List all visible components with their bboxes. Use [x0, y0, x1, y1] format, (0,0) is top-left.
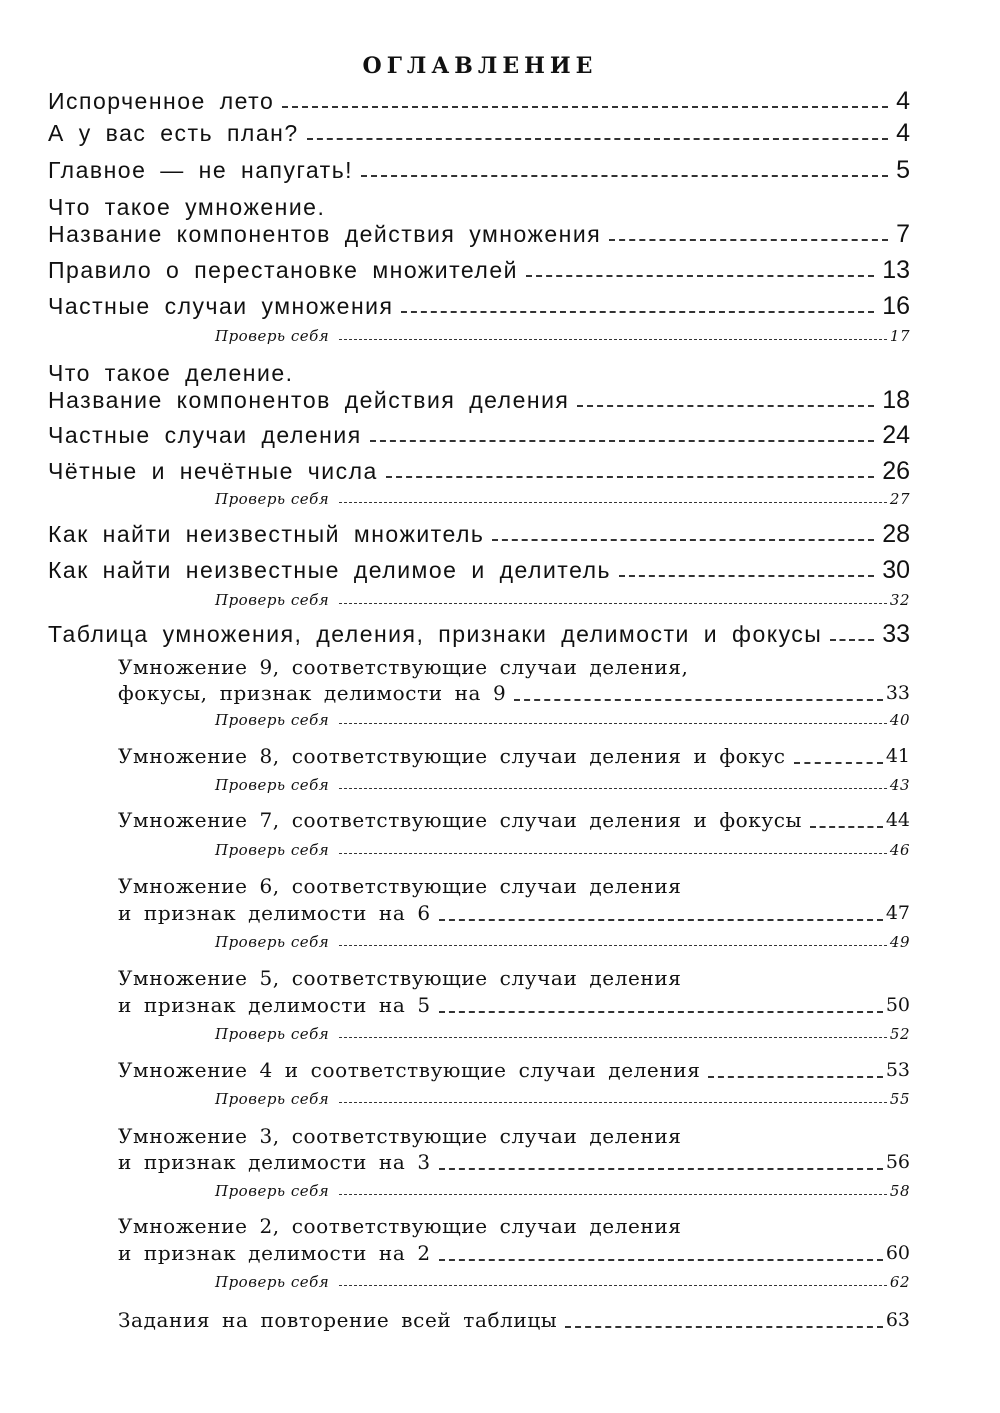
dot-leader	[565, 1326, 882, 1328]
page-number: 28	[882, 520, 910, 548]
dot-leader	[577, 405, 874, 407]
page-number: 46	[889, 841, 910, 859]
dot-leader	[339, 1194, 887, 1195]
dot-leader	[794, 762, 883, 764]
dot-leader	[439, 1011, 883, 1013]
page-number: 60	[885, 1242, 910, 1264]
entry-title: Проверь себя	[215, 1090, 330, 1108]
check-yourself-entry[interactable]	[215, 1089, 910, 1109]
toc-entry[interactable]	[118, 989, 910, 1021]
toc-entry[interactable]	[48, 254, 910, 286]
entry-title: Проверь себя	[215, 1273, 330, 1291]
entry-title: Название компонентов действия деления	[48, 387, 570, 413]
page-number: 41	[885, 745, 910, 767]
page-number: 27	[889, 490, 910, 508]
entry-title: фокусы, признак делимости на 9	[118, 681, 507, 705]
entry-title: Как найти неизвестный множитель	[48, 521, 485, 547]
entry-title: Частные случаи умножения	[48, 293, 394, 319]
toc-entry-first-line: Умножение 3, соответствующие случаи деления	[118, 1124, 682, 1148]
dot-leader	[401, 311, 874, 313]
dot-leader	[339, 502, 887, 503]
page-number: 18	[882, 386, 910, 414]
page-number: 4	[896, 87, 910, 115]
page-number: 50	[885, 994, 910, 1016]
toc-entry[interactable]	[48, 554, 910, 586]
dot-leader	[386, 476, 874, 478]
check-yourself-entry[interactable]	[215, 326, 910, 346]
dot-leader	[307, 138, 888, 140]
toc-entry[interactable]	[118, 1304, 910, 1336]
check-yourself-entry[interactable]	[215, 1024, 910, 1044]
dot-leader	[514, 699, 882, 701]
page-number: 17	[889, 327, 910, 345]
toc-entry-first-line: Умножение 9, соответствующие случаи деления,	[118, 655, 689, 679]
toc-entry[interactable]	[48, 85, 910, 117]
entry-title: Умножение 7, соответствующие случаи деления и фокусы	[118, 808, 803, 832]
page-number: 40	[889, 711, 910, 729]
page-number: 16	[882, 292, 910, 320]
toc-entry[interactable]	[48, 154, 910, 186]
entry-title: и признак делимости на 2	[118, 1241, 431, 1265]
entry-title: Название компонентов действия умножения	[48, 221, 602, 247]
dot-leader	[830, 639, 874, 641]
page-title: ОГЛАВЛЕНИЕ	[362, 53, 598, 79]
dot-leader	[439, 1168, 883, 1170]
dot-leader	[439, 919, 883, 921]
dot-leader	[361, 175, 888, 177]
entry-title: Задания на повторение всей таблицы	[118, 1308, 558, 1332]
entry-title: А у вас есть план?	[48, 120, 299, 146]
page-number: 33	[885, 682, 910, 704]
entry-title: Умножение 4 и соответствующие случаи деления	[118, 1058, 701, 1082]
dot-leader	[339, 723, 887, 724]
page-number: 49	[889, 933, 910, 951]
check-yourself-entry[interactable]	[215, 590, 910, 610]
entry-title: Проверь себя	[215, 933, 330, 951]
toc-entry[interactable]	[48, 290, 910, 322]
page-number: 33	[882, 620, 910, 648]
toc-entry[interactable]	[118, 1237, 910, 1269]
page-number: 24	[882, 421, 910, 449]
toc-entry[interactable]	[48, 218, 910, 250]
toc-entry[interactable]	[48, 455, 910, 487]
page-number: 4	[896, 119, 910, 147]
page-number: 32	[889, 591, 910, 609]
entry-title: Как найти неизвестные делимое и делитель	[48, 557, 612, 583]
entry-title: Испорченное лето	[48, 88, 275, 114]
page-number: 30	[882, 556, 910, 584]
toc-entry[interactable]	[118, 897, 910, 929]
dot-leader	[370, 440, 875, 442]
entry-title: Главное — не напугать!	[48, 157, 354, 183]
entry-title: Проверь себя	[215, 776, 330, 794]
check-yourself-entry[interactable]	[215, 932, 910, 952]
entry-title: Правило о перестановке множителей	[48, 257, 518, 283]
dot-leader	[339, 1037, 887, 1038]
toc-entry-first-line: Умножение 5, соответствующие случаи деления	[118, 966, 682, 990]
page-number: 58	[889, 1182, 910, 1200]
page-number: 52	[889, 1025, 910, 1043]
dot-leader	[282, 106, 888, 108]
dot-leader	[609, 239, 888, 241]
entry-title: Проверь себя	[215, 1025, 330, 1043]
entry-title: Таблица умножения, деления, признаки делимости и фокусы	[48, 621, 823, 647]
check-yourself-entry[interactable]	[215, 775, 910, 795]
dot-leader	[439, 1259, 883, 1261]
dot-leader	[339, 788, 887, 789]
entry-title: Проверь себя	[215, 490, 330, 508]
toc-entry[interactable]	[48, 384, 910, 416]
page-number: 5	[896, 156, 910, 184]
check-yourself-entry[interactable]	[215, 1181, 910, 1201]
toc-entry[interactable]	[118, 740, 910, 772]
check-yourself-entry[interactable]	[215, 710, 910, 730]
entry-title: Частные случаи деления	[48, 422, 362, 448]
dot-leader	[339, 945, 887, 946]
entry-title: и признак делимости на 5	[118, 993, 431, 1017]
page-number: 13	[882, 256, 910, 284]
entry-title: и признак делимости на 6	[118, 901, 431, 925]
dot-leader	[526, 275, 874, 277]
toc-entry-first-line: Умножение 6, соответствующие случаи деления	[118, 874, 682, 898]
page-number: 62	[889, 1273, 910, 1291]
toc-entry[interactable]	[48, 419, 910, 451]
toc-entry-first-line: Что такое деление.	[48, 360, 294, 386]
toc-entry[interactable]	[48, 618, 910, 650]
entry-title: Проверь себя	[215, 1182, 330, 1200]
page-number: 7	[896, 220, 910, 248]
check-yourself-entry[interactable]	[215, 489, 910, 509]
entry-title: Умножение 8, соответствующие случаи деления и фокус	[118, 744, 786, 768]
dot-leader	[339, 603, 887, 604]
entry-title: Проверь себя	[215, 591, 330, 609]
page-number: 55	[889, 1090, 910, 1108]
page-number: 43	[889, 776, 910, 794]
check-yourself-entry[interactable]	[215, 840, 910, 860]
page-number: 63	[885, 1309, 910, 1331]
toc-entry[interactable]	[118, 677, 910, 709]
toc-entry[interactable]	[118, 804, 910, 836]
toc-entry[interactable]	[48, 117, 910, 149]
page-number: 47	[885, 902, 910, 924]
toc-entry[interactable]	[118, 1146, 910, 1178]
toc-entry[interactable]	[118, 1054, 910, 1086]
dot-leader	[339, 1285, 887, 1286]
dot-leader	[339, 339, 887, 340]
entry-title: Чётные и нечётные числа	[48, 458, 378, 484]
page-number: 56	[885, 1151, 910, 1173]
entry-title: Проверь себя	[215, 327, 330, 345]
check-yourself-entry[interactable]	[215, 1272, 910, 1292]
dot-leader	[492, 539, 874, 541]
dot-leader	[708, 1076, 882, 1078]
page-number: 26	[882, 457, 910, 485]
entry-title: Проверь себя	[215, 841, 330, 859]
entry-title: Проверь себя	[215, 711, 330, 729]
dot-leader	[810, 826, 883, 828]
dot-leader	[339, 853, 887, 854]
dot-leader	[339, 1102, 887, 1103]
entry-title: и признак делимости на 3	[118, 1150, 431, 1174]
toc-entry[interactable]	[48, 518, 910, 550]
dot-leader	[619, 575, 874, 577]
toc-entry-first-line: Что такое умножение.	[48, 194, 326, 220]
toc-entry-first-line: Умножение 2, соответствующие случаи деления	[118, 1214, 682, 1238]
page-number: 44	[885, 809, 910, 831]
page-number: 53	[885, 1059, 910, 1081]
